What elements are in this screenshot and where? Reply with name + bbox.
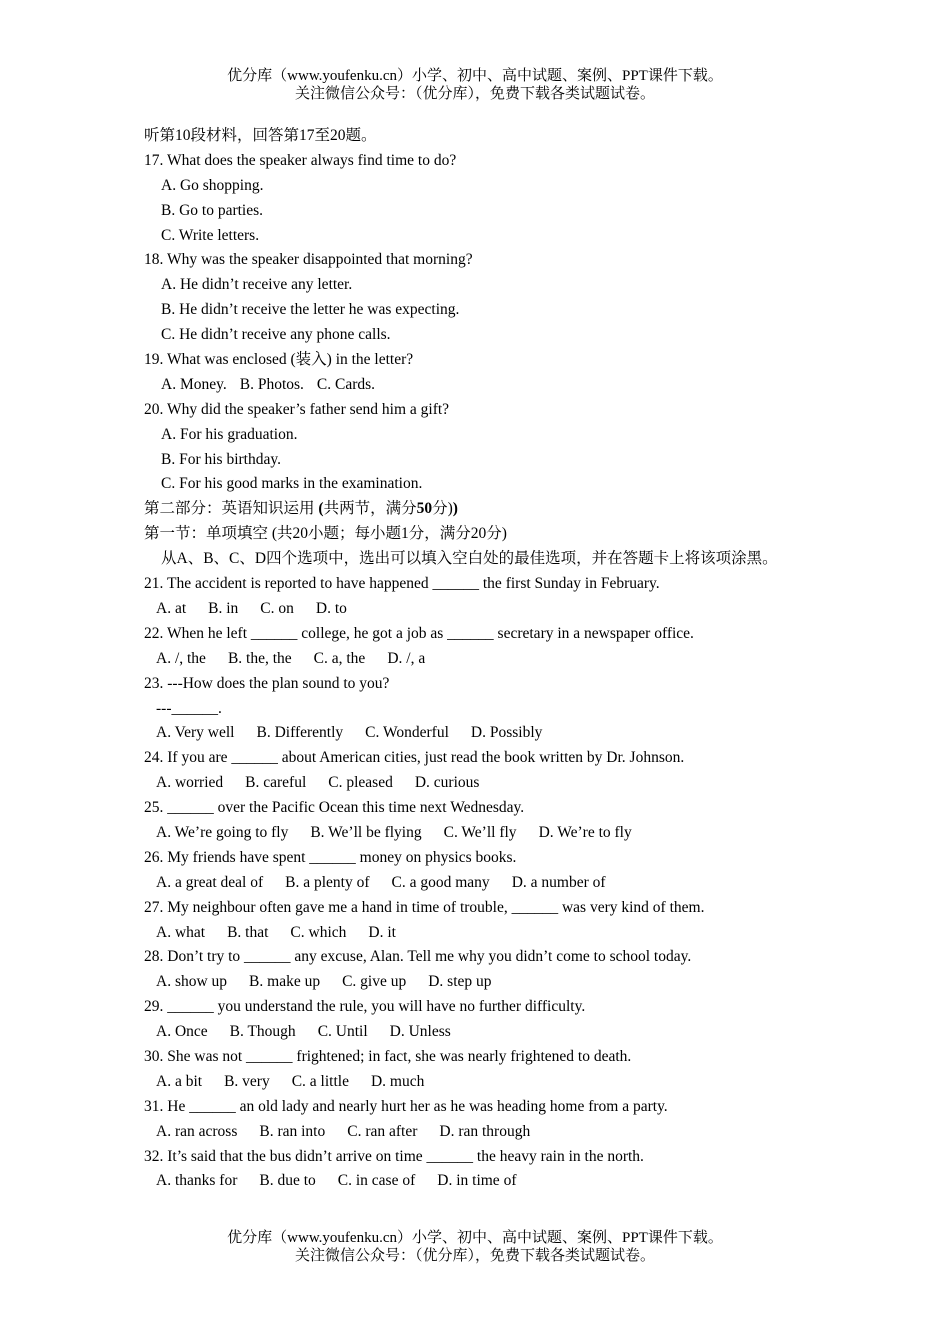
option: A. Very well bbox=[156, 724, 235, 742]
option: B. very bbox=[224, 1072, 270, 1090]
page-footer bbox=[0, 1229, 950, 1265]
option: A. We’re going to fly bbox=[156, 823, 289, 841]
option: C. Write letters. bbox=[161, 226, 260, 244]
question-28: 28. Don’t try to ______ any excuse, Alan. Tell me why you didn’t come to school today. bbox=[144, 948, 692, 966]
options-row bbox=[144, 1020, 814, 1045]
option: B. the, the bbox=[227, 649, 292, 667]
options-row bbox=[144, 1120, 814, 1145]
option: C. in case of bbox=[337, 1172, 416, 1190]
option: C. pleased bbox=[328, 774, 393, 792]
grammar-questions bbox=[144, 572, 814, 1194]
options-row bbox=[144, 821, 814, 846]
option: A. Once bbox=[156, 1023, 208, 1041]
option: D. in time of bbox=[437, 1172, 517, 1190]
option: B. Photos. bbox=[239, 375, 304, 393]
option: A. a bit bbox=[156, 1072, 203, 1090]
option: A. worried bbox=[156, 774, 224, 792]
page-header bbox=[0, 67, 950, 103]
option: A. Money. bbox=[161, 375, 227, 393]
option: D. /, a bbox=[387, 649, 426, 667]
option: B. Though bbox=[229, 1023, 296, 1041]
option: C. For his good marks in the examination. bbox=[161, 475, 423, 493]
footer-line-1: 优分库（www.youfenku.cn）小学、初中、高中试题、案例、PPT课件下载。 bbox=[227, 1230, 723, 1246]
option: B. in bbox=[208, 599, 239, 617]
question-19: 19. What was enclosed (装入) in the letter? bbox=[144, 351, 414, 369]
question-30: 30. She was not ______ frightened; in fact, she was nearly frightened to death. bbox=[144, 1047, 632, 1065]
exam-content bbox=[144, 124, 814, 1194]
header-line-2: 关注微信公众号：（优分库），免费下载各类试题试卷。 bbox=[294, 86, 655, 102]
options-row bbox=[144, 647, 814, 672]
option: A. For his graduation. bbox=[161, 425, 298, 443]
options-row bbox=[144, 597, 814, 622]
option: C. Wonderful bbox=[365, 724, 449, 742]
options-row bbox=[144, 1070, 814, 1095]
option: C. give up bbox=[342, 973, 407, 991]
option: B. ran into bbox=[259, 1122, 326, 1140]
option: C. on bbox=[260, 599, 294, 617]
header-line-1: 优分库（www.youfenku.cn）小学、初中、高中试题、案例、PPT课件下载。 bbox=[227, 68, 723, 84]
option: D. curious bbox=[414, 774, 480, 792]
option: A. Go shopping. bbox=[161, 176, 264, 194]
option: B. We’ll be flying bbox=[310, 823, 422, 841]
option: B. due to bbox=[259, 1172, 316, 1190]
option: A. /, the bbox=[156, 649, 206, 667]
option: B. that bbox=[227, 923, 269, 941]
question-17: 17. What does the speaker always find time to do? bbox=[144, 151, 457, 169]
option: B. make up bbox=[249, 973, 321, 991]
option: A. show up bbox=[156, 973, 228, 991]
question-26: 26. My friends have spent ______ money on physics books. bbox=[144, 848, 517, 866]
question-22: 22. When he left ______ college, he got a job as ______ secretary in a newspaper office. bbox=[144, 624, 694, 642]
options-row bbox=[144, 1169, 814, 1194]
option: A. a great deal of bbox=[156, 873, 264, 891]
option: D. ran through bbox=[439, 1122, 531, 1140]
question-20: 20. Why did the speaker’s father send him a gift? bbox=[144, 400, 450, 418]
option: C. a, the bbox=[313, 649, 366, 667]
question-29: 29. ______ you understand the rule, you will have no further difficulty. bbox=[144, 998, 586, 1016]
reply-line: ---______. bbox=[156, 699, 222, 717]
option: C. Cards. bbox=[316, 375, 376, 393]
option: B. He didn’t receive the letter he was expecting. bbox=[161, 301, 460, 319]
option: D. it bbox=[368, 923, 396, 941]
option: B. For his birthday. bbox=[161, 450, 281, 468]
part-two-title: 第二部分：英语知识运用 (共两节，满分50分)) bbox=[144, 500, 458, 518]
question-32: 32. It’s said that the bus didn’t arrive on time ______ the heavy rain in the north. bbox=[144, 1147, 644, 1165]
section-one-title: 第一节：单项填空 (共20小题；每小题1分，满分20分) bbox=[144, 525, 507, 543]
option: B. careful bbox=[245, 774, 307, 792]
option: A. what bbox=[156, 923, 206, 941]
option: A. thanks for bbox=[156, 1172, 238, 1190]
option: D. Unless bbox=[389, 1023, 451, 1041]
question-31: 31. He ______ an old lady and nearly hurt her as he was heading home from a party. bbox=[144, 1097, 668, 1115]
option: D. much bbox=[370, 1072, 425, 1090]
options-row bbox=[144, 921, 814, 946]
option: C. ran after bbox=[347, 1122, 418, 1140]
instructions: 从A、B、C、D四个选项中，选出可以填入空白处的最佳选项，并在答题卡上将该项涂黑。 bbox=[161, 550, 778, 568]
question-27: 27. My neighbour often gave me a hand in time of trouble, ______ was very kind of them. bbox=[144, 898, 705, 916]
option: C. a good many bbox=[391, 873, 490, 891]
option: D. a number of bbox=[511, 873, 606, 891]
section-intro: 听第10段材料，回答第17至20题。 bbox=[144, 127, 377, 144]
option: D. Possibly bbox=[470, 724, 543, 742]
question-23: 23. ---How does the plan sound to you? bbox=[144, 674, 390, 692]
option: D. to bbox=[315, 599, 347, 617]
option: D. step up bbox=[428, 973, 492, 991]
option: C. Until bbox=[317, 1023, 368, 1041]
options-row bbox=[144, 373, 814, 398]
question-25: 25. ______ over the Pacific Ocean this time next Wednesday. bbox=[144, 799, 525, 817]
question-24: 24. If you are ______ about American cities, just read the book written by Dr. Johnson. bbox=[144, 749, 685, 767]
option: A. at bbox=[156, 599, 187, 617]
question-21: 21. The accident is reported to have happened ______ the first Sunday in February. bbox=[144, 575, 660, 593]
footer-line-2: 关注微信公众号：（优分库），免费下载各类试题试卷。 bbox=[294, 1248, 655, 1264]
option: B. Differently bbox=[256, 724, 344, 742]
option: C. We’ll fly bbox=[443, 823, 517, 841]
options-row bbox=[144, 721, 814, 746]
option: A. He didn’t receive any letter. bbox=[161, 276, 353, 294]
option: C. a little bbox=[291, 1072, 349, 1090]
option: B. Go to parties. bbox=[161, 201, 264, 219]
option: D. We’re to fly bbox=[538, 823, 632, 841]
option: C. He didn’t receive any phone calls. bbox=[161, 326, 391, 344]
question-18: 18. Why was the speaker disappointed that morning? bbox=[144, 251, 473, 269]
option: B. a plenty of bbox=[285, 873, 370, 891]
options-row bbox=[144, 871, 814, 896]
option: A. ran across bbox=[156, 1122, 238, 1140]
options-row bbox=[144, 771, 814, 796]
options-row bbox=[144, 970, 814, 995]
option: C. which bbox=[290, 923, 347, 941]
